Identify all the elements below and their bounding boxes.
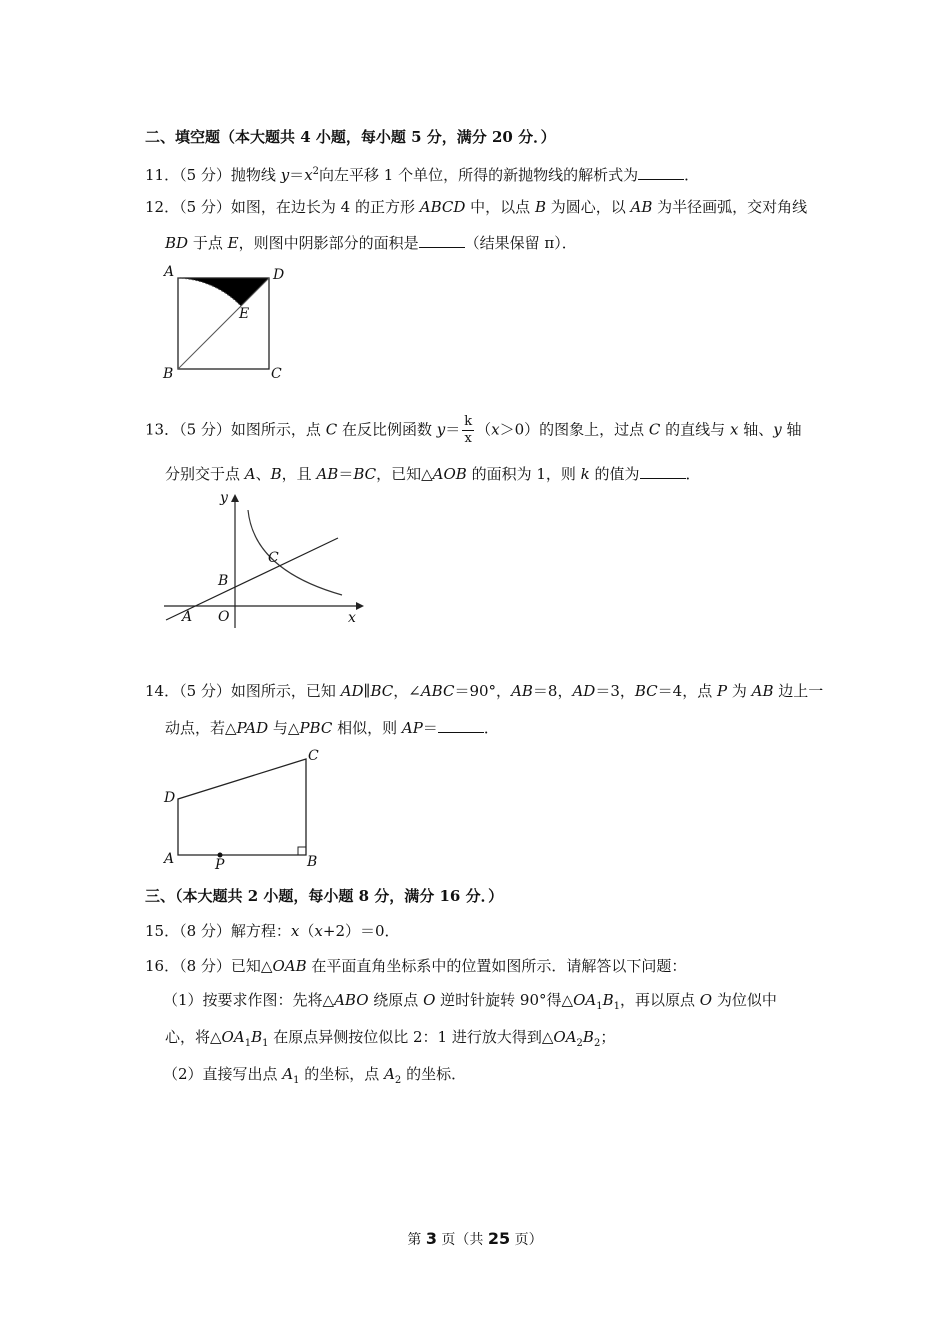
q12-figure xyxy=(160,262,290,387)
q16-p1-text-a: （1）按要求作图：先将△ xyxy=(163,991,335,1009)
q13-figure xyxy=(160,490,370,630)
question-14-line1 xyxy=(145,681,823,701)
q16-var-a2: A xyxy=(384,1065,395,1083)
footer-total-pages: 25 xyxy=(487,1229,511,1248)
q12-label-b: B xyxy=(163,366,174,382)
q12-label-a: A xyxy=(164,264,175,280)
footer-text-a: 第 xyxy=(407,1232,426,1248)
q14-text-c: ＝90°， xyxy=(454,682,512,700)
q14-label-c: C xyxy=(308,748,319,764)
q12-label-d: D xyxy=(273,267,285,283)
q16-p1-text-h: ； xyxy=(600,1028,616,1046)
q14-var-p: P xyxy=(716,682,728,700)
q14-figure xyxy=(160,745,330,873)
q16-number: 16． xyxy=(145,957,180,975)
q12-label-e: E xyxy=(239,306,250,322)
q16-p2-text-b: 的坐标，点 xyxy=(299,1065,385,1083)
q14-trapezoid xyxy=(178,759,306,855)
q16-var-oa-2: OA xyxy=(221,1028,245,1046)
q16-var-b1: B xyxy=(602,991,614,1009)
question-13-line1 xyxy=(145,414,801,447)
footer-text-c: 页） xyxy=(510,1232,543,1248)
q16-sub-8: 2 xyxy=(394,1075,402,1086)
q14-number: 14． xyxy=(145,682,180,700)
q13-label-o: O xyxy=(218,609,230,625)
q15-number: 15． xyxy=(145,922,180,940)
q11-number: 11． xyxy=(145,166,180,184)
q14-var-ab2: AB xyxy=(751,682,774,700)
q13-line-ac xyxy=(166,538,338,620)
q14-label-b: B xyxy=(307,854,318,870)
q13-fraction xyxy=(462,414,474,447)
q16-var-oab: OAB xyxy=(272,957,307,975)
q15-text-a: 解方程： xyxy=(230,922,291,940)
section-2-heading: 二、填空题（本大题共 4 小题，每小题 5 分，满分 20 分．） xyxy=(145,128,556,146)
q14-var-abc: ABC xyxy=(420,682,455,700)
q16-score: （8 分） xyxy=(179,957,231,975)
q14-text-i: 动点，若△ xyxy=(165,719,237,737)
q13-var-c: C xyxy=(325,420,338,439)
q13-var-k: k xyxy=(580,465,590,483)
q14-end: ． xyxy=(483,719,499,737)
q15-text-c: +2）＝0． xyxy=(322,922,400,940)
footer-page-number: 3 xyxy=(425,1229,437,1248)
q13-score: （5 分） xyxy=(179,420,231,439)
q14-answer-blank[interactable] xyxy=(438,718,484,733)
question-11 xyxy=(145,162,699,185)
q13-label-y: y xyxy=(220,490,228,506)
q14-text-g: 为 xyxy=(727,682,752,700)
q14-var-bc: BC xyxy=(370,682,394,700)
q14-text-a: 如图所示，已知 xyxy=(230,682,341,700)
q14-score: （5 分） xyxy=(179,682,231,700)
q14-var-bc2: BC xyxy=(634,682,658,700)
q16-p1-text-e: 为位似中 xyxy=(712,991,777,1009)
q13-var-x2: x xyxy=(729,420,739,439)
q13-var-x: x xyxy=(491,420,500,439)
q12-var-abcd: ABCD xyxy=(419,198,466,216)
q16-var-abo: ABO xyxy=(334,991,369,1009)
q15-var-x1: x xyxy=(290,922,300,940)
q14-var-ad2: AD xyxy=(572,682,596,700)
q16-p1-text-c: 逆时针旋转 90°得△ xyxy=(435,991,574,1009)
q13-var-a: A xyxy=(244,465,256,483)
q11-eq: ＝ xyxy=(289,166,305,184)
question-16-part1-line2 xyxy=(165,1027,615,1054)
q12-answer-blank[interactable] xyxy=(419,233,465,248)
q16-text-a: 已知△ xyxy=(230,957,273,975)
q13-text-g: 分别交于点 xyxy=(165,465,245,483)
q13-text-j: 的面积为 1，则 xyxy=(466,465,581,483)
question-16 xyxy=(145,956,686,976)
q13-label-c: C xyxy=(268,550,279,566)
q11-answer-blank[interactable] xyxy=(638,165,684,180)
q13-label-a: A xyxy=(182,609,193,625)
q16-var-oa2: OA xyxy=(553,1028,577,1046)
q12-var-b: B xyxy=(534,198,546,216)
q13-number: 13． xyxy=(145,420,180,439)
q16-p2-text-a: （2）直接写出点 xyxy=(163,1065,283,1083)
q12-text-d: 为半径画弧，交对角线 xyxy=(652,198,808,216)
section-3-heading: 三、（本大题共 2 小题，每小题 8 分，满分 16 分．） xyxy=(145,887,504,905)
q14-text-b: ，∠ xyxy=(393,682,421,700)
q13-var-aob: AOB xyxy=(432,465,467,483)
q13-text-k: 的值为 xyxy=(589,465,640,483)
q13-label-b: B xyxy=(218,573,229,589)
question-12-line1 xyxy=(145,197,807,217)
question-16-part1-line1 xyxy=(163,990,777,1017)
q16-sub-7: 1 xyxy=(293,1075,300,1086)
q12-var-e: E xyxy=(227,234,239,252)
q13-eq2: ＝ xyxy=(338,465,354,483)
q13-var-ab: AB xyxy=(316,465,339,483)
q16-var-o: O xyxy=(423,991,436,1009)
q14-text-h: 边上一 xyxy=(773,682,824,700)
q12-label-c: C xyxy=(271,366,282,382)
q13-answer-blank[interactable] xyxy=(640,464,686,479)
q16-p1-text-f: 心，将△ xyxy=(165,1028,222,1046)
q13-var-b: B xyxy=(270,465,282,483)
q14-var-ab: AB xyxy=(511,682,533,700)
q14-var-ad: AD xyxy=(340,682,364,700)
question-15 xyxy=(145,921,400,941)
q16-var-b2: B xyxy=(582,1028,594,1046)
q14-text-k: 相似，则 xyxy=(332,719,402,737)
q11-var-y: y xyxy=(280,166,290,184)
q16-var-oa: OA xyxy=(573,991,597,1009)
q14-parallel: ∥ xyxy=(363,682,371,700)
q16-sub-2: 1 xyxy=(613,1001,620,1012)
q16-sub-4: 1 xyxy=(262,1038,269,1049)
question-16-part2 xyxy=(163,1064,466,1091)
q16-sub-1: 1 xyxy=(596,1001,603,1012)
q11-score: （5 分） xyxy=(179,166,231,184)
q12-score: （5 分） xyxy=(179,198,231,216)
q12-var-ab: AB xyxy=(630,198,653,216)
q13-text-a: 如图所示，点 xyxy=(230,420,326,439)
q13-eq: ＝ xyxy=(445,420,461,439)
q16-sub-6: 2 xyxy=(593,1038,601,1049)
q13-text-h: ，且 xyxy=(281,465,317,483)
q15-var-x2: x xyxy=(314,922,323,940)
q13-label-x: x xyxy=(348,610,356,626)
q14-var-ap: AP xyxy=(401,719,423,737)
q12-text-e: 于点 xyxy=(188,234,228,252)
q11-text: 抛物线 xyxy=(230,166,281,184)
q14-var-pad: PAD xyxy=(236,719,269,737)
q13-end: ． xyxy=(685,465,701,483)
q13-text-d: 的直线与 xyxy=(660,420,730,439)
q16-var-a1: A xyxy=(282,1065,294,1083)
q15-score: （8 分） xyxy=(179,922,231,940)
question-13-line2 xyxy=(165,464,701,484)
q12-text-f: ，则图中阴影部分的面积是 xyxy=(238,234,419,252)
q13-y-arrow xyxy=(231,494,239,502)
q13-var-c2: C xyxy=(648,420,661,439)
q14-text-j: 与△ xyxy=(268,719,300,737)
q14-var-pbc: PBC xyxy=(299,719,333,737)
q13-var-y2: y xyxy=(773,420,782,439)
q16-p1-text-g: 在原点异侧按位似比 2：1 进行放大得到△ xyxy=(268,1028,554,1046)
q13-var-y: y xyxy=(436,420,446,439)
q12-number: 12． xyxy=(145,198,180,216)
question-14-line2 xyxy=(165,718,499,738)
q13-cond: ＞0） xyxy=(499,420,540,439)
question-12-line2 xyxy=(165,233,577,253)
q16-text-b: 在平面直角坐标系中的位置如图所示．请解答以下问题： xyxy=(306,957,687,975)
q16-sub-5: 2 xyxy=(576,1038,583,1049)
q13-var-bc: BC xyxy=(353,465,377,483)
q15-text-b: （ xyxy=(299,922,315,940)
q13-fraction-denominator: x xyxy=(464,431,472,446)
q14-label-a: A xyxy=(164,851,175,867)
q11-var-x: x xyxy=(304,166,313,184)
q13-hyperbola xyxy=(248,510,342,595)
q16-p1-text-b: 绕原点 xyxy=(368,991,424,1009)
q14-label-p: P xyxy=(215,857,225,873)
q14-text-l: ＝ xyxy=(422,719,438,737)
q13-paren: （ xyxy=(476,420,492,439)
q16-var-o2: O xyxy=(699,991,713,1009)
q13-fraction-numerator: k xyxy=(464,414,473,429)
q12-var-bd: BD xyxy=(165,234,189,252)
q13-sep: 、 xyxy=(255,465,271,483)
q13-x-arrow xyxy=(356,602,364,610)
q16-sub-3: 1 xyxy=(244,1038,252,1049)
q11-exponent: 2 xyxy=(312,166,320,177)
q13-text-b: 在反比例函数 xyxy=(337,420,437,439)
q16-p1-text-d: ，再以原点 xyxy=(619,991,700,1009)
q14-right-angle-mark xyxy=(298,847,306,855)
q13-text-c: 的图象上，过点 xyxy=(539,420,649,439)
q14-text-d: ＝8， xyxy=(532,682,573,700)
q12-text-g: （结果保留 π）． xyxy=(464,234,577,252)
q16-var-b1-2: B xyxy=(251,1028,263,1046)
q16-p2-text-c: 的坐标． xyxy=(401,1065,467,1083)
q12-text-c: 为圆心，以 xyxy=(545,198,631,216)
q13-text-f: 轴 xyxy=(781,420,802,439)
footer-text-b: 页（共 xyxy=(436,1232,488,1248)
q12-text-a: 如图，在边长为 4 的正方形 xyxy=(230,198,420,216)
q12-text-b: 中，以点 xyxy=(465,198,535,216)
page-footer xyxy=(0,1229,950,1249)
q14-label-d: D xyxy=(164,790,176,806)
q13-text-e: 轴、 xyxy=(738,420,774,439)
q14-text-f: ＝4，点 xyxy=(657,682,717,700)
q14-text-e: ＝3， xyxy=(595,682,635,700)
q11-end: ． xyxy=(684,166,700,184)
q13-text-i: ，已知△ xyxy=(376,465,433,483)
q11-text-b: 向左平移 1 个单位，所得的新抛物线的解析式为 xyxy=(319,166,639,184)
